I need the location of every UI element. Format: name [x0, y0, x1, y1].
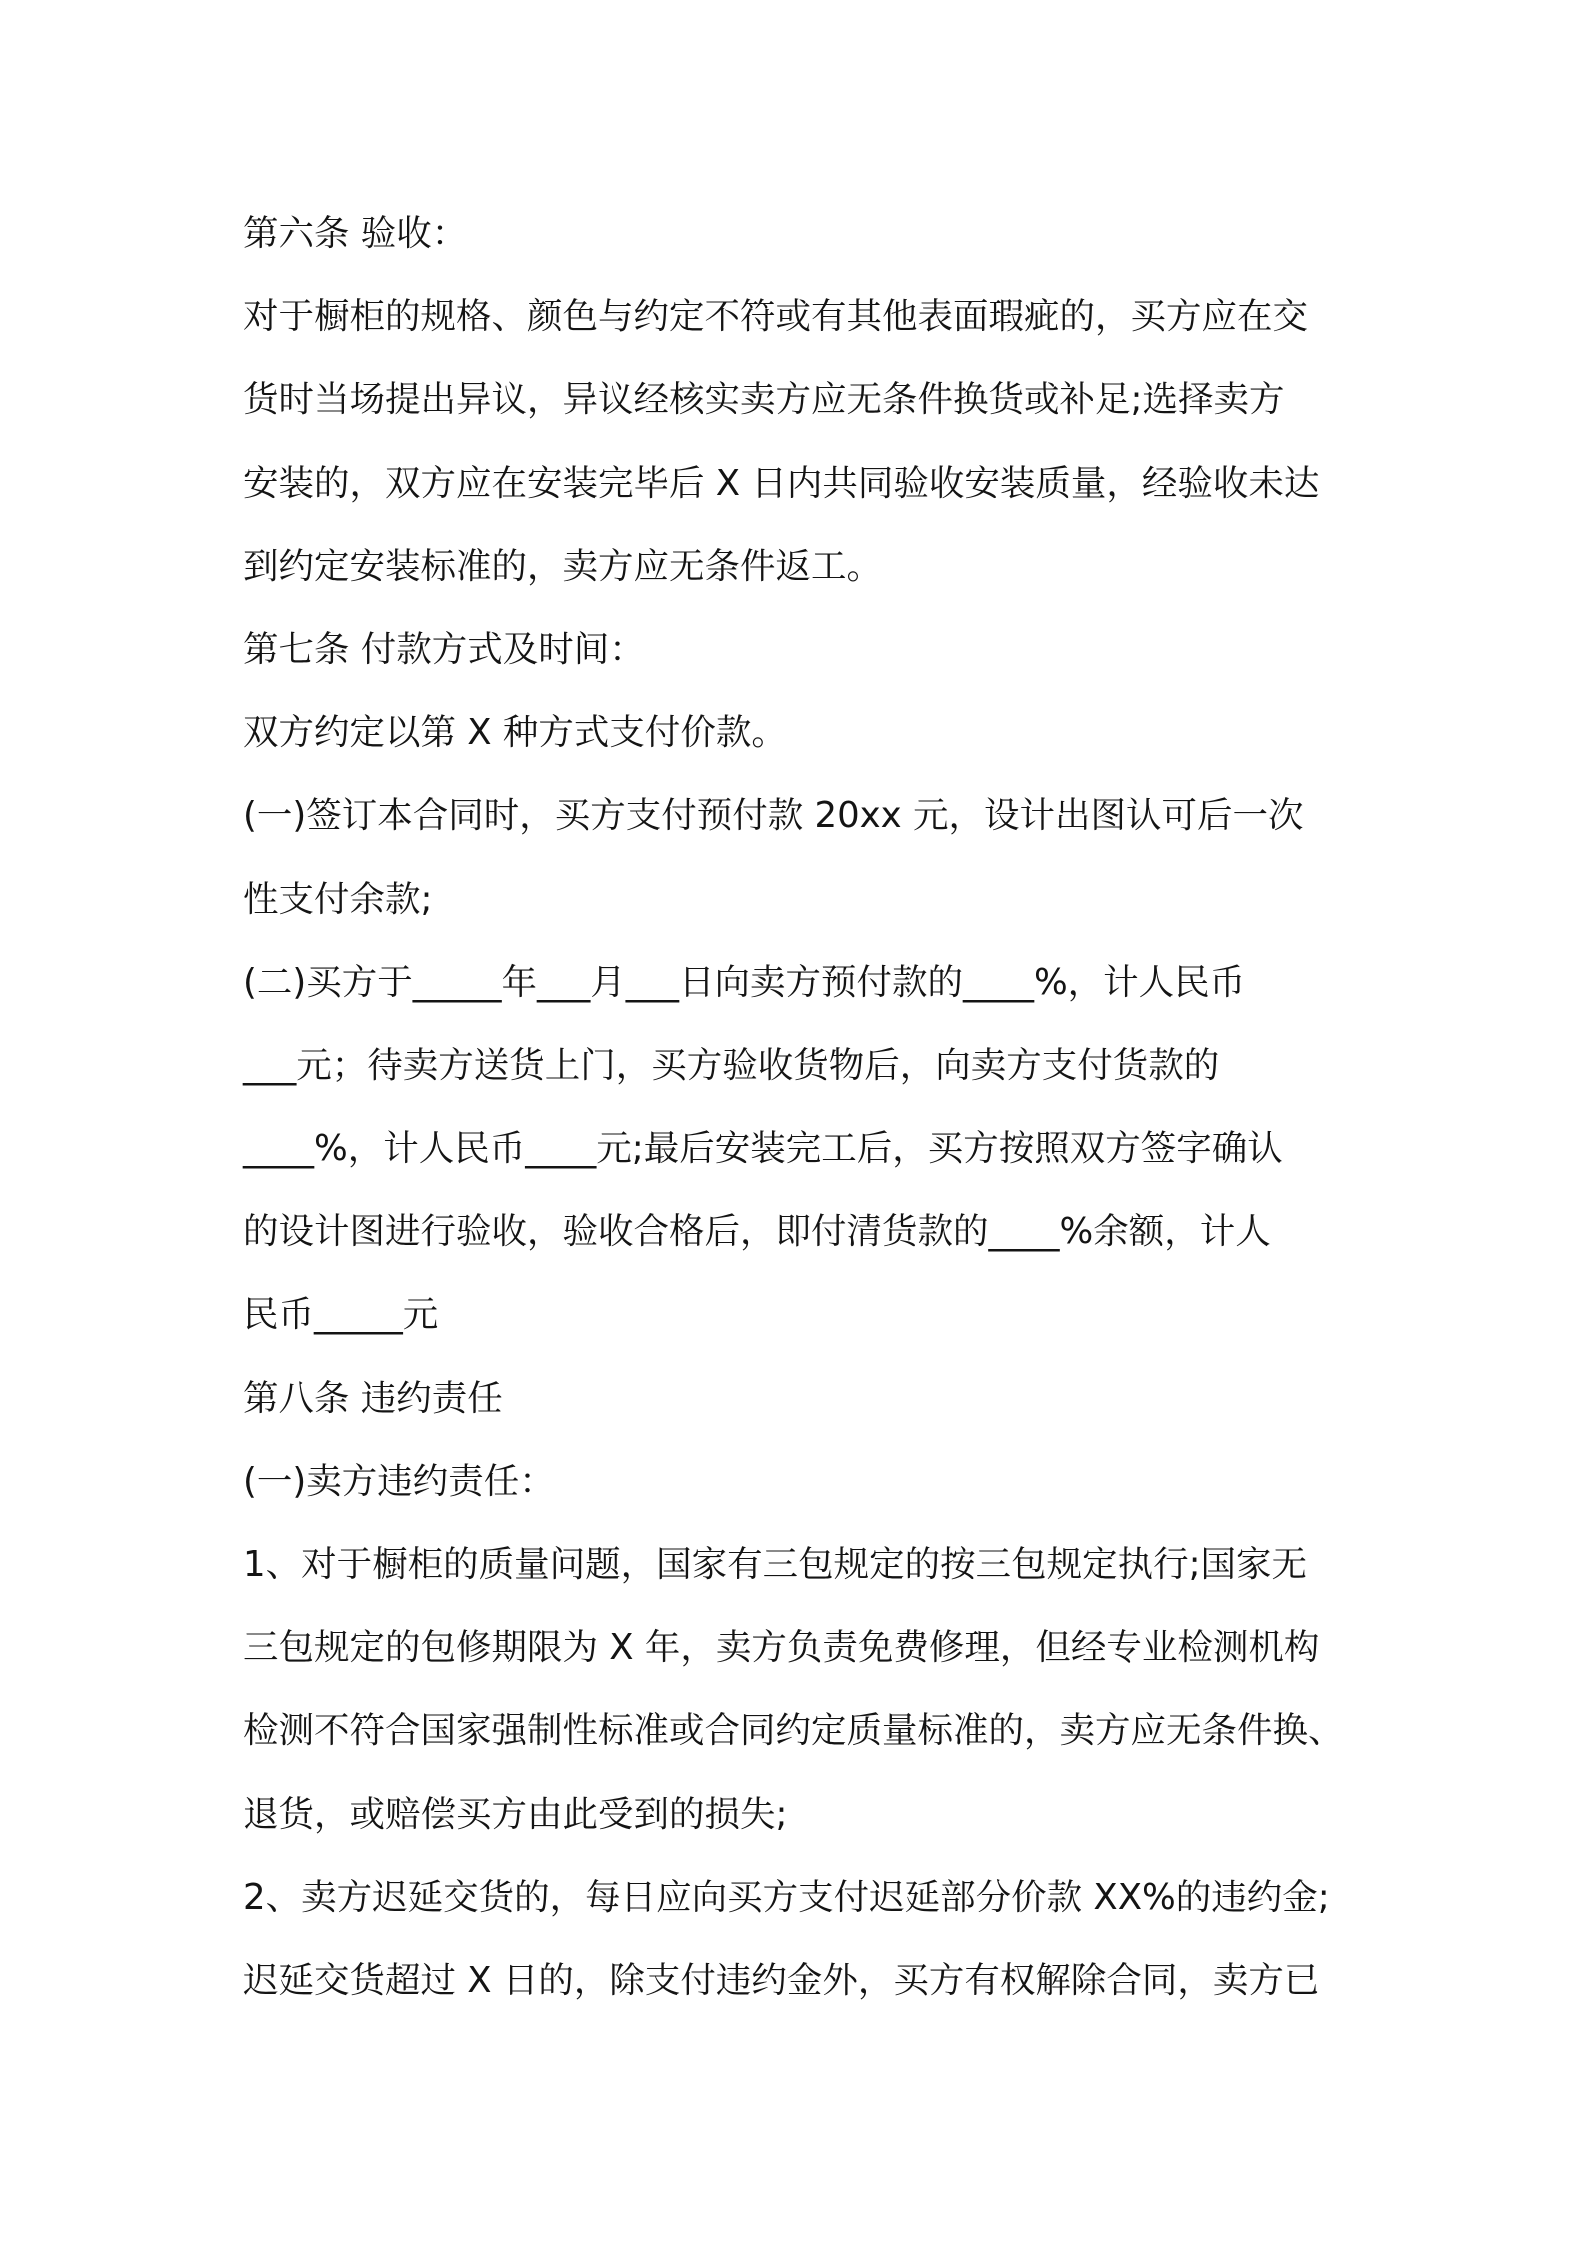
- article-7-text-line: 的设计图进行验收，验收合格后，即付清货款的____%余额，计人: [243, 1211, 1271, 1253]
- article-6-text-line: 货时当场提出异议，异议经核实卖方应无条件换货或补足;选择卖方: [243, 379, 1285, 421]
- contract-text: [243, 192, 1368, 2022]
- article-7-text-line: (二)买方于_____年___月___日向卖方预付款的____%，计人民币: [243, 961, 1246, 1003]
- article-7-text-line: 双方约定以第 X 种方式支付价款。: [243, 712, 787, 754]
- article-6-text-line: 对于橱柜的规格、颜色与约定不符或有其他表面瑕疵的，买方应在交: [243, 296, 1309, 338]
- article-8-text-line: 2、卖方迟延交货的，每日应向买方支付迟延部分价款 XX%的违约金;: [243, 1876, 1330, 1918]
- article-7-text-line: (一)签订本合同时，买方支付预付款 20xx 元，设计出图认可后一次: [243, 795, 1304, 837]
- article-8-text-line: 迟延交货超过 X 日的，除支付违约金外，买方有权解除合同，卖方已: [243, 1959, 1320, 2001]
- article-7-text-line: ____%，计人民币____元;最后安装完工后，买方按照双方签字确认: [243, 1128, 1283, 1170]
- article-8-text-line: 检测不符合国家强制性标准或合同约定质量标准的，卖方应无条件换、: [243, 1710, 1344, 1752]
- article-6-heading: 第六条 验收：: [243, 213, 468, 254]
- article-6-text-line: 安装的，双方应在安装完毕后 X 日内共同验收安装质量，经验收未达: [243, 462, 1320, 504]
- article-7-text-line: ___元；待卖方送货上门，买方验收货物后，向卖方支付货款的: [243, 1044, 1220, 1086]
- article-8-text-line: 退货，或赔偿买方由此受到的损失;: [243, 1793, 788, 1835]
- article-8-text-line: 1、对于橱柜的质量问题，国家有三包规定的按三包规定执行;国家无: [243, 1544, 1308, 1585]
- article-7-text-line: 民币_____元: [243, 1294, 439, 1336]
- article-8-text-line: (一)卖方违约责任：: [243, 1460, 555, 1502]
- article-8-text-line: 三包规定的包修期限为 X 年，卖方负责免费修理，但经专业检测机构: [243, 1627, 1320, 1669]
- article-8-heading: 第八条 违约责任: [243, 1377, 503, 1419]
- article-7-heading: 第七条 付款方式及时间：: [243, 628, 645, 670]
- article-6-text-line: 到约定安装标准的，卖方应无条件返工。: [243, 545, 883, 587]
- article-7-text-line: 性支付余款;: [243, 878, 433, 920]
